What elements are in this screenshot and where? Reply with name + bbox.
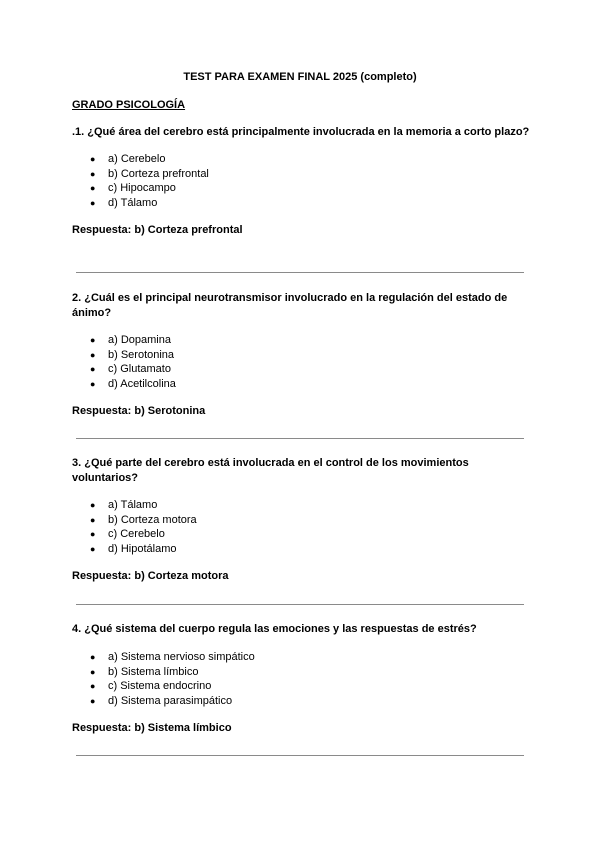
document-title: TEST PARA EXAMEN FINAL 2025 (completo) — [183, 71, 417, 83]
answer: Respuesta: b) Corteza motora — [72, 569, 229, 582]
options-list — [72, 333, 532, 392]
question-text: 3. ¿Qué parte del cerebro está involucrada en el control de los movimientos voluntarios? — [72, 457, 469, 484]
divider — [76, 272, 524, 273]
option-c: ● c) Cerebelo — [90, 528, 165, 541]
option-d: ● d) Tálamo — [90, 197, 158, 210]
options-list — [72, 498, 532, 557]
bullet-icon: ● — [90, 652, 96, 662]
bullet-icon: ● — [90, 544, 96, 555]
bullet-icon: ● — [90, 696, 96, 707]
question-3 — [72, 456, 532, 583]
option-a: ● a) Cerebelo — [90, 153, 166, 165]
bullet-icon: ● — [90, 514, 96, 525]
option-b: ● b) Corteza motora — [90, 513, 197, 526]
question-2 — [72, 291, 532, 418]
question-1 — [72, 125, 532, 237]
bullet-icon: ● — [90, 500, 96, 510]
bullet-icon: ● — [90, 349, 96, 360]
option-a: ● a) Tálamo — [90, 499, 158, 511]
option-a: ● a) Sistema nervioso simpático — [90, 651, 255, 663]
divider — [76, 604, 524, 605]
bullet-icon: ● — [90, 379, 96, 390]
answer: Respuesta: b) Sistema límbico — [72, 721, 232, 734]
bullet-icon: ● — [90, 681, 96, 692]
bullet-icon: ● — [90, 666, 96, 677]
bullet-icon: ● — [90, 198, 96, 209]
question-text: 4. ¿Qué sistema del cuerpo regula las emociones y las respuestas de estrés? — [72, 623, 477, 635]
bullet-icon: ● — [90, 335, 96, 345]
divider — [76, 438, 524, 439]
option-c: ● c) Sistema endocrino — [90, 680, 212, 693]
option-b: ● b) Sistema límbico — [90, 665, 199, 678]
bullet-icon: ● — [90, 364, 96, 375]
option-d: ● d) Acetilcolina — [90, 378, 176, 391]
option-b: ● b) Corteza prefrontal — [90, 167, 209, 180]
option-c: ● c) Glutamato — [90, 363, 171, 376]
divider — [76, 755, 524, 756]
option-a: ● a) Dopamina — [90, 334, 171, 346]
answer: Respuesta: b) Corteza prefrontal — [72, 223, 243, 236]
option-c: ● c) Hipocampo — [90, 182, 176, 195]
options-list — [72, 152, 532, 211]
question-4 — [72, 622, 532, 735]
option-d: ● d) Hipotálamo — [90, 543, 177, 556]
question-text: 2. ¿Cuál es el principal neurotransmisor involucrado en la regulación del estado de ánimo? — [72, 292, 508, 319]
bullet-icon: ● — [90, 168, 96, 179]
option-b: ● b) Serotonina — [90, 348, 175, 361]
bullet-icon: ● — [90, 529, 96, 540]
section-title: GRADO PSICOLOGÍA — [72, 99, 186, 111]
question-text: .1. ¿Qué área del cerebro está principalmente involucrada en la memoria a corto plazo? — [72, 126, 530, 138]
options-list — [72, 650, 532, 709]
answer: Respuesta: b) Serotonina — [72, 404, 206, 417]
bullet-icon: ● — [90, 154, 96, 164]
option-d: ● d) Sistema parasimpático — [90, 695, 233, 708]
bullet-icon: ● — [90, 183, 96, 194]
